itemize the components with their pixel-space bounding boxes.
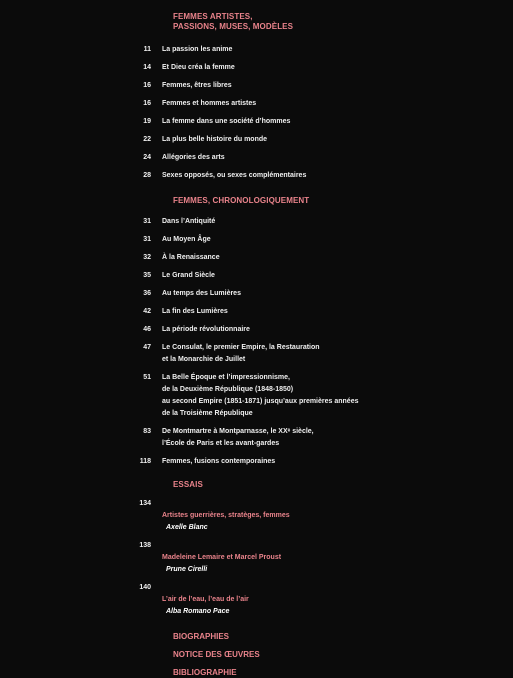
toc-entry[interactable] bbox=[0, 170, 513, 182]
entry-title: Le Grand Siècle bbox=[162, 272, 215, 279]
page-number: 36 bbox=[143, 290, 151, 297]
toc-entry[interactable] bbox=[0, 134, 513, 146]
page-number: 134 bbox=[139, 500, 151, 507]
toc-entry[interactable] bbox=[0, 372, 513, 420]
essay-entry[interactable] bbox=[0, 582, 513, 618]
page-number: 140 bbox=[139, 584, 151, 591]
essay-entry[interactable] bbox=[0, 540, 513, 576]
page-number: 118 bbox=[139, 458, 151, 465]
page-number: 11 bbox=[143, 46, 151, 53]
page-number: 35 bbox=[143, 272, 151, 279]
entry-title: La Belle Époque et l’impressionnisme, de la Deuxième République (1848-1850) au second Empire (1851-1871) jusqu’aux premières années de la Troisième République bbox=[162, 374, 359, 417]
page-number: 138 bbox=[139, 542, 151, 549]
entry-title: Femmes, fusions contemporaines bbox=[162, 458, 276, 465]
essay-title: L’air de l’eau, l’eau de l’air bbox=[162, 596, 249, 603]
essay-author: Alba Romano Pace bbox=[166, 608, 230, 615]
page-number: 16 bbox=[143, 82, 151, 89]
entry-title: La passion les anime bbox=[162, 46, 233, 53]
page-number: 42 bbox=[143, 308, 151, 315]
page-number: 24 bbox=[143, 154, 151, 161]
toc-entry[interactable] bbox=[0, 288, 513, 300]
toc-entry[interactable] bbox=[0, 252, 513, 264]
toc-entry[interactable] bbox=[0, 270, 513, 282]
essay-author: Axelle Blanc bbox=[166, 524, 208, 531]
essay-author: Prune Cirelli bbox=[166, 566, 208, 573]
entry-title: De Montmartre à Montparnasse, le XXᵉ siècle, l’École de Paris et les avant-gardes bbox=[162, 428, 314, 447]
table-of-contents bbox=[0, 10, 513, 678]
page-number: 51 bbox=[143, 374, 151, 381]
essay-title: Artistes guerrières, stratèges, femmes bbox=[162, 512, 290, 519]
page-number: 32 bbox=[143, 254, 151, 261]
section-title-femmes-artistes: FEMMES ARTISTES, PASSIONS, MUSES, MODÈLES bbox=[173, 12, 294, 31]
toc-entry[interactable] bbox=[0, 62, 513, 74]
toc-entry[interactable] bbox=[0, 456, 513, 468]
page-number: 14 bbox=[143, 64, 151, 71]
essay-entry[interactable] bbox=[0, 498, 513, 534]
section-title-essais: ESSAIS bbox=[173, 480, 203, 489]
toc-entry[interactable] bbox=[0, 426, 513, 450]
page-number: 22 bbox=[143, 136, 151, 143]
entry-title: Femmes, êtres libres bbox=[162, 82, 232, 89]
entry-title: Au temps des Lumières bbox=[162, 290, 241, 297]
section-title-chronologiquement: FEMMES, CHRONOLOGIQUEMENT bbox=[173, 196, 310, 205]
toc-entry[interactable] bbox=[0, 306, 513, 318]
notice-des-oeuvres-link[interactable]: NOTICE DES ŒUVRES bbox=[173, 650, 260, 659]
entry-title: La période révolutionnaire bbox=[162, 326, 250, 333]
toc-entry[interactable] bbox=[0, 152, 513, 164]
toc-entry[interactable] bbox=[0, 44, 513, 56]
toc-entry[interactable] bbox=[0, 98, 513, 110]
toc-entry[interactable] bbox=[0, 216, 513, 228]
page-number: 31 bbox=[143, 236, 151, 243]
entry-title: Le Consulat, le premier Empire, la Restauration et la Monarchie de Juillet bbox=[162, 344, 320, 363]
entry-title: Et Dieu créa la femme bbox=[162, 64, 235, 71]
page-number: 46 bbox=[143, 326, 151, 333]
biographies-link[interactable]: BIOGRAPHIES bbox=[173, 632, 230, 641]
toc-entry[interactable] bbox=[0, 116, 513, 128]
entry-title: La fin des Lumières bbox=[162, 308, 228, 315]
toc-entry[interactable] bbox=[0, 234, 513, 246]
page-number: 83 bbox=[143, 428, 151, 435]
entry-title: Allégories des arts bbox=[162, 154, 225, 161]
entry-title: La femme dans une société d’hommes bbox=[162, 118, 291, 125]
entry-title: Dans l’Antiquité bbox=[162, 218, 216, 225]
page-number: 47 bbox=[143, 344, 151, 351]
entry-title: La plus belle histoire du monde bbox=[162, 136, 268, 143]
essay-title: Madeleine Lemaire et Marcel Proust bbox=[162, 554, 282, 561]
entry-title: Au Moyen Âge bbox=[162, 236, 211, 243]
page-number: 28 bbox=[143, 172, 151, 179]
page-number: 16 bbox=[143, 100, 151, 107]
entry-title: Sexes opposés, ou sexes complémentaires bbox=[162, 172, 307, 179]
toc-entry[interactable] bbox=[0, 342, 513, 366]
bibliographie-link[interactable]: BIBLIOGRAPHIE bbox=[173, 668, 237, 677]
page-number: 31 bbox=[143, 218, 151, 225]
toc-entry[interactable] bbox=[0, 324, 513, 336]
page-number: 19 bbox=[143, 118, 151, 125]
entry-title: Femmes et hommes artistes bbox=[162, 100, 257, 107]
toc-entry[interactable] bbox=[0, 80, 513, 92]
entry-title: À la Renaissance bbox=[162, 254, 220, 261]
